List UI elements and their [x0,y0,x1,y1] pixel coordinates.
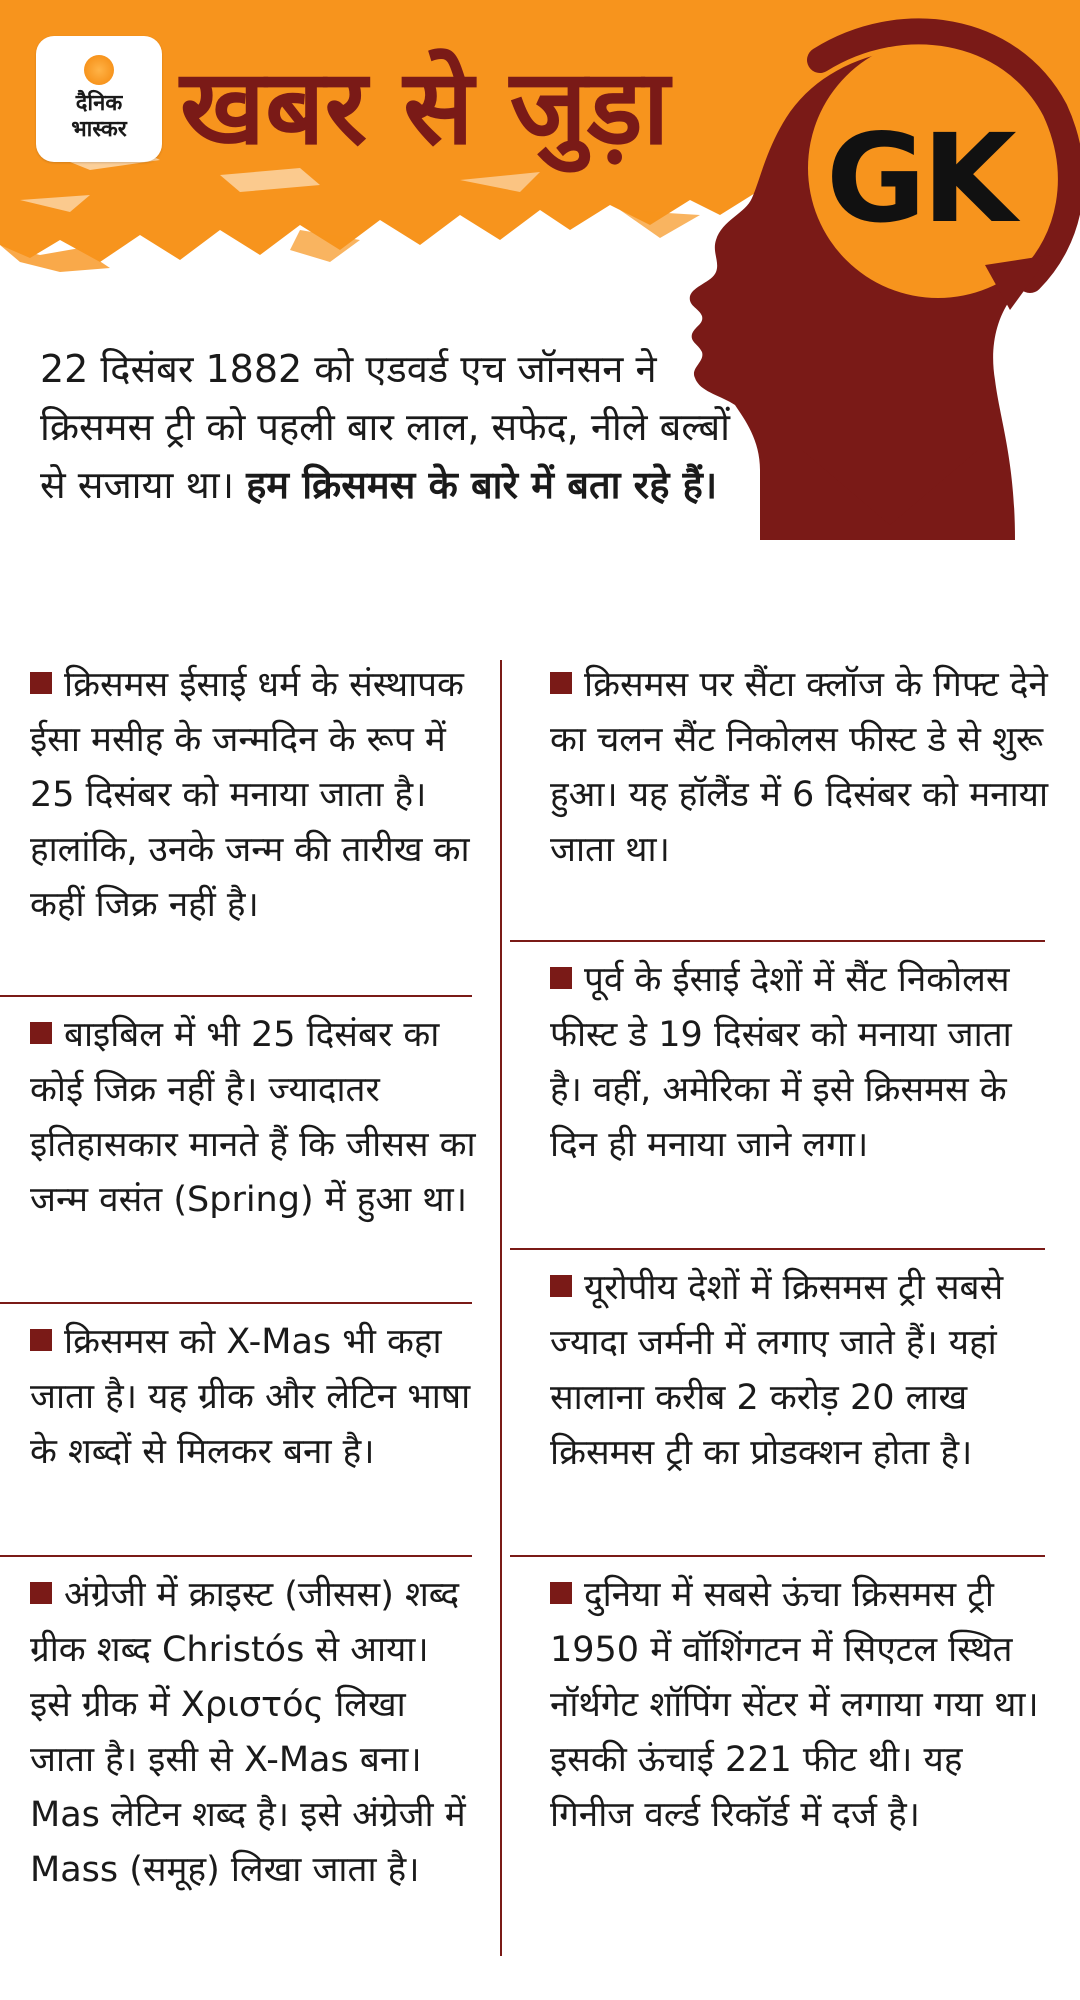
square-bullet-icon [30,1582,52,1604]
square-bullet-icon [550,1582,572,1604]
sun-icon [84,55,114,85]
divider-line [0,1555,472,1557]
logo-line-1: दैनिक [75,91,123,116]
fact-right-2 [550,953,1050,1173]
facts-grid [0,650,1080,1980]
fact-text: अंग्रेजी में क्राइस्ट (जीसस) शब्द ग्रीक शब्द Christós से आया। इसे ग्रीक में Χριστός लिखा जाता है। इसी से X-Mas बना। Mas लेटिन शब्द है। इसे अंग्रेजी में Mass (समूह) लिखा जाता है। [30,1575,466,1890]
fact-left-1 [30,658,480,933]
square-bullet-icon [30,1022,52,1044]
fact-text: दुनिया में सबसे ऊंचा क्रिसमस ट्री 1950 में वॉशिंगटन में सिएटल स्थित नॉर्थगेट शॉपिंग सेंटर में लगाया गया था। इसकी ऊंचाई 221 फीट थी। यह गिनीज वर्ल्ड रिकॉर्ड में दर्ज है। [550,1575,1039,1835]
brand-logo-text [71,91,127,143]
square-bullet-icon [30,672,52,694]
intro-text: 22 दिसंबर 1882 को एडवर्ड एच जॉनसन ने क्रिसमस ट्री को पहली बार लाल, सफेद, नीले बल्बों से सजाया था। [40,347,730,507]
divider-line [0,995,472,997]
square-bullet-icon [30,1329,52,1351]
fact-left-3 [30,1315,480,1480]
square-bullet-icon [550,672,572,694]
fact-text: पूर्व के ईसाई देशों में सैंट निकोलस फीस्ट डे 19 दिसंबर को मनाया जाता है। वहीं, अमेरिका में इसे क्रिसमस के दिन ही मनाया जाने लगा। [550,960,1012,1165]
fact-text: यूरोपीय देशों में क्रिसमस ट्री सबसे ज्यादा जर्मनी में लगाए जाते हैं। यहां सालाना करीब 2 करोड़ 20 लाख क्रिसमस ट्री का प्रोडक्शन होता है। [550,1268,1004,1473]
fact-text: क्रिसमस ईसाई धर्म के संस्थापक ईसा मसीह के जन्मदिन के रूप में 25 दिसंबर को मनाया जाता है। हालांकि, उनके जन्म की तारीख का कहीं जिक्र नहीं है। [30,665,470,925]
fact-right-1 [550,658,1050,878]
fact-text: बाइबिल में भी 25 दिसंबर का कोई जिक्र नहीं है। ज्यादातर इतिहासकार मानते हैं कि जीसस का जन्म वसंत (Spring) में हुआ था। [30,1015,476,1220]
gk-badge: GK [826,108,1013,250]
fact-left-2 [30,1008,480,1228]
square-bullet-icon [550,1275,572,1297]
divider-line [510,1555,1045,1557]
divider-line [0,1302,472,1304]
divider-line [510,1248,1045,1250]
fact-right-4 [550,1568,1050,1843]
intro-bold-text: हम क्रिसमस के बारे में बता रहे हैं। [246,463,718,507]
fact-right-3 [550,1261,1050,1481]
square-bullet-icon [550,967,572,989]
headline-title: खबर से जुड़ा [180,46,670,168]
intro-paragraph [40,340,760,514]
divider-line [510,940,1045,942]
brand-logo [36,36,162,162]
fact-text: क्रिसमस पर सैंटा क्लॉज के गिफ्ट देने का चलन सैंट निकोलस फीस्ट डे से शुरू हुआ। यह हॉलैंड में 6 दिसंबर को मनाया जाता था। [550,665,1049,870]
down-arrow-graphic [800,380,980,530]
fact-left-4 [30,1568,480,1898]
logo-line-2: भास्कर [71,117,127,142]
fact-text: क्रिसमस को X-Mas भी कहा जाता है। यह ग्रीक और लेटिन भाषा के शब्दों से मिलकर बना है। [30,1322,471,1472]
